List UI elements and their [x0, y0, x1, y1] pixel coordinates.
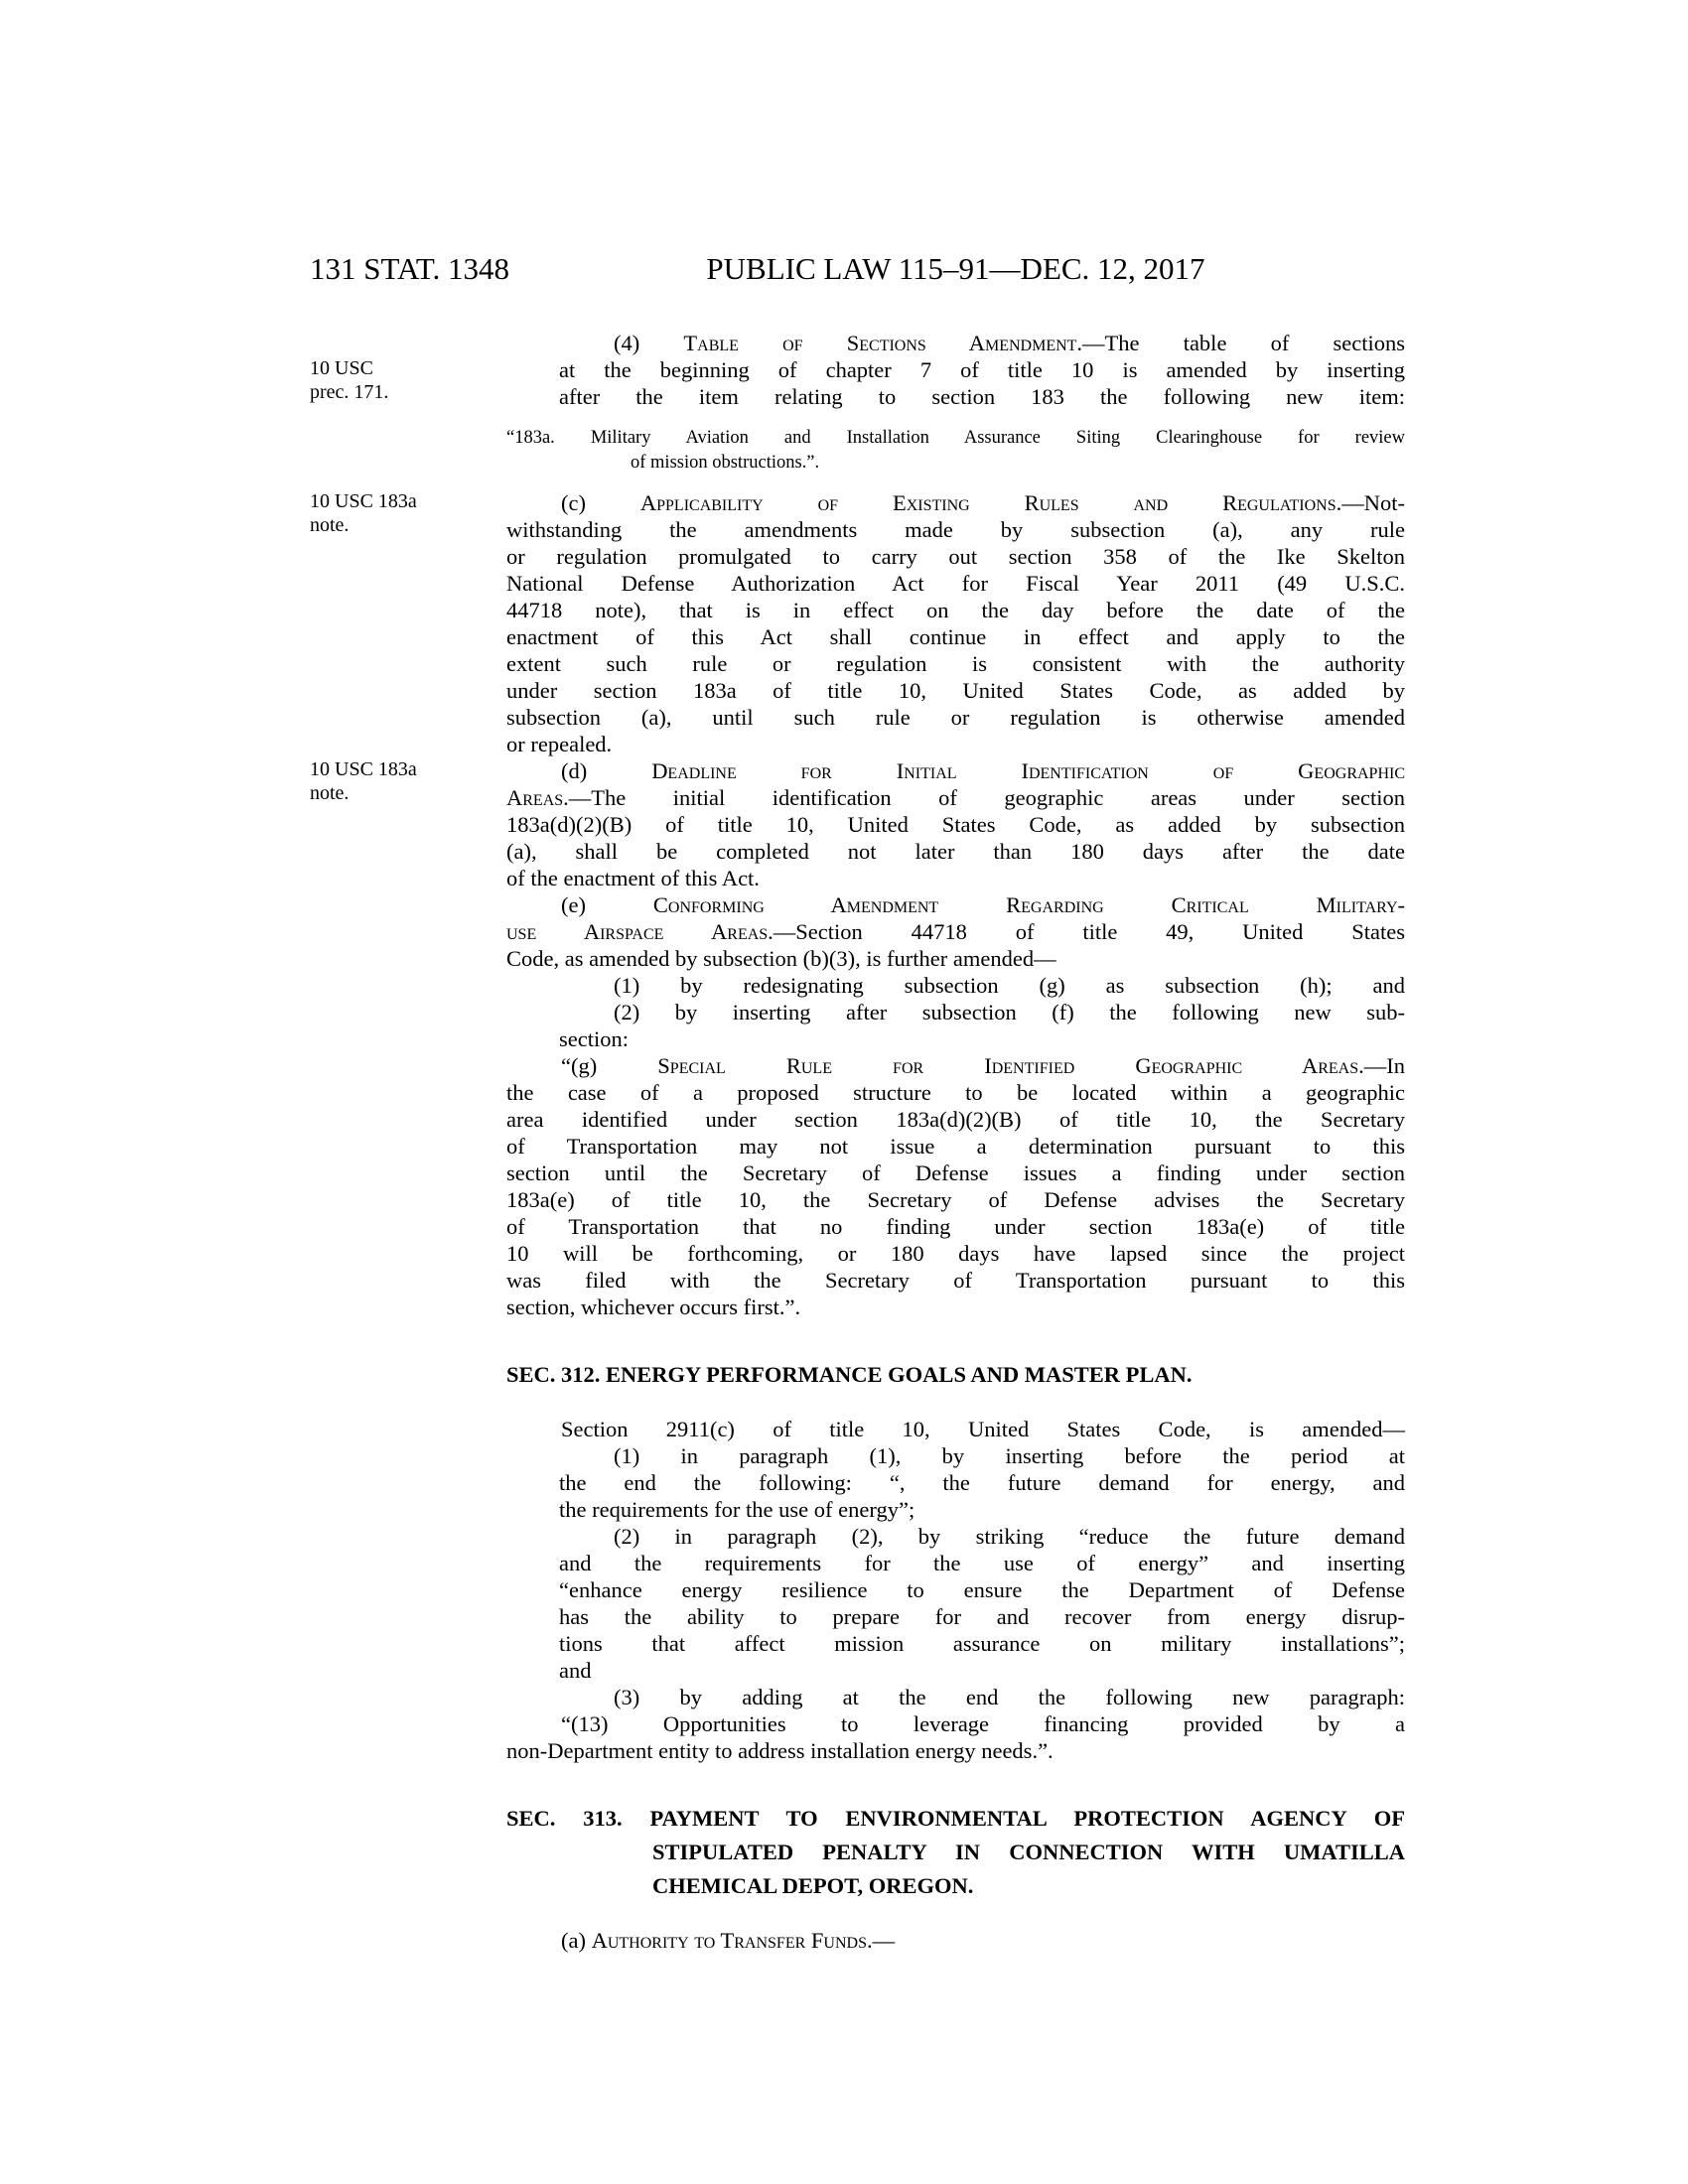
- text-line: [506, 1836, 1405, 1869]
- text-line: [506, 1267, 1405, 1294]
- text-line: [506, 1657, 1405, 1684]
- text-line: [506, 1869, 1405, 1903]
- text-line: [506, 1160, 1405, 1186]
- text-run: .—Section 44718 of title 49, United States: [768, 919, 1405, 944]
- text-line: [506, 1186, 1405, 1213]
- margin-note-line: 10 USC 183a: [310, 758, 417, 780]
- text-line: [506, 1358, 1405, 1392]
- text-line: [506, 570, 1405, 597]
- statute-paragraph: [506, 1710, 1405, 1764]
- margin-note-line: prec. 171.: [310, 381, 389, 403]
- text-run: Code, as amended by subsection (b)(3), is further amended—: [506, 946, 1056, 971]
- text-run: (2) in paragraph (2), by striking “reduce the future demand: [614, 1524, 1405, 1549]
- margin-note-line: 10 USC 183a: [310, 490, 417, 512]
- text-run: the requirements for the use of energy”;: [559, 1497, 915, 1522]
- text-run: tions that affect mission assurance on military installations”;: [559, 1631, 1405, 1656]
- text-run: after the item relating to section 183 the following new item:: [559, 384, 1405, 409]
- text-line: [506, 383, 1405, 410]
- small-caps-run: Table of Sections Amendment: [683, 331, 1077, 355]
- text-run: 183a(d)(2)(B) of title 10, United States Code, as added by subsection: [506, 812, 1405, 837]
- small-caps-run: Authority to Transfer Funds: [591, 1928, 867, 1953]
- text-run: .—In: [1358, 1053, 1405, 1078]
- text-line: [506, 811, 1405, 838]
- text-line: [506, 1133, 1405, 1160]
- text-line: [506, 1025, 1405, 1052]
- text-run: (c): [561, 490, 640, 515]
- statute-paragraph: [310, 330, 1405, 410]
- text-line: [506, 1737, 1405, 1764]
- text-line: [506, 543, 1405, 570]
- text-run: 10 will be forthcoming, or 180 days have lapsed since the project: [506, 1241, 1405, 1266]
- small-caps-run: Deadline for Initial Identification of Geographic: [651, 758, 1405, 783]
- section-heading: [506, 1802, 1405, 1903]
- text-line: [506, 1802, 1405, 1836]
- text-run: the end the following: “, the future demand for energy, and: [559, 1470, 1405, 1495]
- text-run: (d): [561, 758, 652, 783]
- text-line: [506, 1710, 1405, 1737]
- statute-paragraph: [506, 1684, 1405, 1710]
- text-run: the case of a proposed structure to be located within a geographic: [506, 1080, 1405, 1105]
- body-column: [310, 330, 1406, 1954]
- page-header: [0, 253, 1688, 287]
- text-run: enactment of this Act shall continue in effect and apply to the: [506, 624, 1405, 649]
- text-run: .—Not-: [1336, 490, 1406, 515]
- text-run: “(13) Opportunities to leverage financing provided by a: [561, 1711, 1405, 1736]
- text-line: [506, 677, 1405, 704]
- text-run: 44718 note), that is in effect on the day before the date of the: [506, 598, 1405, 622]
- text-line: [506, 1550, 1405, 1576]
- text-run: and the requirements for the use of energy” and inserting: [559, 1551, 1405, 1575]
- text-line: [506, 1469, 1405, 1496]
- text-run: or repealed.: [506, 732, 613, 756]
- margin-note-line: note.: [310, 514, 350, 536]
- text-run: section, whichever occurs first.”.: [506, 1295, 801, 1319]
- text-line: [506, 865, 1405, 891]
- text-run: 183a(e) of title 10, the Secretary of Defense advises the Secretary: [506, 1187, 1405, 1212]
- section-heading: [506, 1358, 1405, 1392]
- text-run: of the enactment of this Act.: [506, 866, 760, 890]
- text-run: (3) by adding at the end the following new paragraph:: [614, 1685, 1405, 1709]
- statute-paragraph: [506, 891, 1405, 972]
- text-run: National Defense Authorization Act for Fiscal Year 2011 (49 U.S.C.: [506, 571, 1405, 596]
- text-line: [506, 516, 1405, 543]
- public-law-title: PUBLIC LAW 115–91—DEC. 12, 2017: [706, 251, 1205, 286]
- margin-note-line: 10 USC: [310, 357, 373, 379]
- text-run: has the ability to prepare for and recover from energy disrup-: [559, 1604, 1405, 1629]
- text-line: [506, 1294, 1405, 1320]
- small-caps-run: Applicability of Existing Rules and Regulations: [639, 490, 1336, 515]
- text-line: [506, 891, 1405, 918]
- text-line: [506, 489, 1405, 516]
- text-run: area identified under section 183a(d)(2)(B) of title 10, the Secretary: [506, 1107, 1405, 1132]
- text-run: non-Department entity to address installation energy needs.”.: [506, 1738, 1054, 1763]
- text-run: Section 2911(c) of title 10, United States Code, is amended—: [561, 1417, 1405, 1441]
- text-line: [506, 1240, 1405, 1267]
- text-line: [506, 451, 1405, 476]
- text-line: [506, 784, 1405, 811]
- text-line: [506, 597, 1405, 623]
- text-run: withstanding the amendments made by subsection (a), any rule: [506, 517, 1405, 542]
- text-line: [506, 1079, 1405, 1106]
- text-line: [506, 330, 1405, 356]
- statute-paragraph: [506, 1442, 1405, 1523]
- statute-paragraph: [506, 1416, 1405, 1442]
- text-run: (4): [614, 331, 684, 355]
- text-run: of Transportation that no finding under section 183a(e) of title: [506, 1214, 1405, 1239]
- text-line: [506, 757, 1405, 784]
- stat-page-number: 131 STAT. 1348: [310, 251, 510, 286]
- text-run: and: [559, 1658, 592, 1683]
- text-run: (e): [561, 892, 653, 917]
- small-caps-run: Conforming Amendment Regarding Critical Military-: [652, 892, 1405, 917]
- text-run: (2) by inserting after subsection (f) the following new sub-: [614, 1000, 1405, 1024]
- small-caps-run: use Airspace Areas: [506, 919, 769, 944]
- text-line: [506, 1213, 1405, 1240]
- text-line: [506, 704, 1405, 731]
- text-line: [506, 1603, 1405, 1630]
- text-run: (a): [561, 1928, 592, 1953]
- text-line: [506, 426, 1405, 451]
- text-line: [506, 918, 1405, 945]
- text-run: subsection (a), until such rule or regulation is otherwise amended: [506, 705, 1405, 730]
- statute-paragraph: [506, 1052, 1405, 1320]
- text-run: .—: [866, 1928, 896, 1953]
- text-run: CHEMICAL DEPOT, OREGON.: [652, 1873, 974, 1898]
- text-run: extent such rule or regulation is consistent with the authority: [506, 651, 1405, 676]
- text-line: [506, 1496, 1405, 1523]
- text-line: [506, 1576, 1405, 1603]
- statute-paragraph: [506, 1523, 1405, 1684]
- text-line: [506, 1927, 1405, 1954]
- text-run: SEC. 313. PAYMENT TO ENVIRONMENTAL PROTECTION AGENCY OF: [506, 1806, 1405, 1831]
- text-run: (1) by redesignating subsection (g) as subsection (h); and: [614, 973, 1405, 998]
- text-run: of mission obstructions.”.: [631, 453, 820, 473]
- text-line: [506, 356, 1405, 383]
- text-run: (a), shall be completed not later than 180 days after the date: [506, 839, 1405, 864]
- small-caps-run: Areas: [506, 785, 564, 810]
- quoted-table-item: [506, 426, 1405, 476]
- usc-margin-note: [310, 757, 493, 805]
- text-run: section:: [559, 1026, 629, 1051]
- text-line: [506, 1630, 1405, 1657]
- text-run: SEC. 312. ENERGY PERFORMANCE GOALS AND MASTER PLAN.: [506, 1362, 1193, 1387]
- text-line: [506, 1106, 1405, 1133]
- statute-paragraph: [310, 489, 1406, 757]
- text-line: [506, 972, 1405, 999]
- text-line: [506, 650, 1405, 677]
- text-line: [506, 1684, 1405, 1710]
- statute-paragraph: [506, 999, 1405, 1052]
- text-run: was filed with the Secretary of Transportation pursuant to this: [506, 1268, 1405, 1293]
- text-line: [506, 945, 1405, 972]
- text-run: “183a. Military Aviation and Installation Assurance Siting Clearinghouse for review: [506, 428, 1405, 448]
- text-line: [506, 731, 1405, 757]
- statute-paragraph: [506, 1927, 1405, 1954]
- margin-note-line: note.: [310, 782, 350, 804]
- text-run: “(g): [561, 1053, 658, 1078]
- text-line: [506, 1052, 1405, 1079]
- statute-paragraph: [310, 757, 1405, 891]
- text-run: at the beginning of chapter 7 of title 10 is amended by inserting: [559, 357, 1405, 382]
- text-line: [506, 1416, 1405, 1442]
- text-run: .—The table of sections: [1076, 331, 1405, 355]
- usc-margin-note: [310, 356, 493, 404]
- text-line: [506, 623, 1405, 650]
- text-line: [506, 1523, 1405, 1550]
- text-line: [506, 999, 1405, 1025]
- statute-paragraph: [506, 972, 1405, 999]
- usc-margin-note: [310, 489, 493, 537]
- text-line: [506, 838, 1405, 865]
- text-run: STIPULATED PENALTY IN CONNECTION WITH UMATILLA: [652, 1840, 1405, 1864]
- text-run: (1) in paragraph (1), by inserting before the period at: [614, 1443, 1405, 1468]
- text-run: of Transportation may not issue a determination pursuant to this: [506, 1134, 1405, 1159]
- text-run: or regulation promulgated to carry out section 358 of the Ike Skelton: [506, 544, 1405, 569]
- text-run: .—The initial identification of geographic areas under section: [563, 785, 1405, 810]
- text-run: section until the Secretary of Defense issues a finding under section: [506, 1160, 1405, 1185]
- text-run: “enhance energy resilience to ensure the Department of Defense: [559, 1577, 1405, 1602]
- small-caps-run: Special Rule for Identified Geographic Areas: [657, 1053, 1359, 1078]
- text-run: under section 183a of title 10, United States Code, as added by: [506, 678, 1405, 703]
- text-line: [506, 1442, 1405, 1469]
